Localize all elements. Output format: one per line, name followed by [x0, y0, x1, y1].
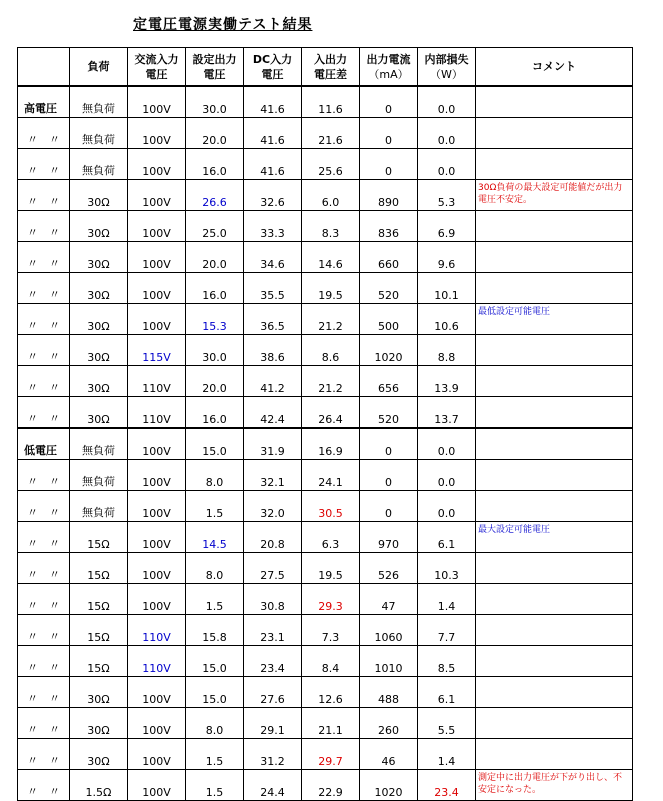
- cell-internal-loss: 13.9: [418, 366, 476, 397]
- cell-voltage-diff: 16.9: [302, 428, 360, 460]
- cell-group: 〃 〃: [18, 646, 70, 677]
- cell-voltage-diff: 21.2: [302, 366, 360, 397]
- cell-output-current: 1020: [360, 335, 418, 366]
- cell-internal-loss: 6.1: [418, 522, 476, 553]
- cell-internal-loss: 23.4: [418, 770, 476, 801]
- cell-voltage-diff: 21.2: [302, 304, 360, 335]
- cell-load: 無負荷: [70, 118, 128, 149]
- header-dc-voltage: DC入力 電圧: [244, 48, 302, 87]
- cell-load: 30Ω: [70, 739, 128, 770]
- cell-internal-loss: 9.6: [418, 242, 476, 273]
- cell-output-current: 520: [360, 397, 418, 429]
- cell-ac-voltage: 100V: [128, 708, 186, 739]
- cell-set-voltage: 16.0: [186, 149, 244, 180]
- cell-ac-voltage: 100V: [128, 180, 186, 211]
- cell-internal-loss: 8.8: [418, 335, 476, 366]
- table-row: [18, 553, 633, 584]
- cell-voltage-diff: 26.4: [302, 397, 360, 429]
- table-row: [18, 335, 633, 366]
- cell-dc-voltage: 23.1: [244, 615, 302, 646]
- header-row: [18, 48, 633, 87]
- cell-internal-loss: 5.5: [418, 708, 476, 739]
- cell-dc-voltage: 32.1: [244, 460, 302, 491]
- cell-ac-voltage: 100V: [128, 522, 186, 553]
- cell-voltage-diff: 8.6: [302, 335, 360, 366]
- cell-voltage-diff: 24.1: [302, 460, 360, 491]
- cell-voltage-diff: 12.6: [302, 677, 360, 708]
- table-row: [18, 584, 633, 615]
- cell-group: 〃 〃: [18, 770, 70, 801]
- cell-group: 〃 〃: [18, 615, 70, 646]
- cell-comment: [476, 491, 633, 522]
- page-title: 定電圧電源実働テスト結果: [133, 17, 313, 33]
- cell-internal-loss: 1.4: [418, 739, 476, 770]
- cell-output-current: 260: [360, 708, 418, 739]
- cell-internal-loss: 7.7: [418, 615, 476, 646]
- header-internal-loss: 内部損失 （W）: [418, 48, 476, 87]
- cell-output-current: 656: [360, 366, 418, 397]
- cell-comment: [476, 428, 633, 460]
- cell-set-voltage: 8.0: [186, 708, 244, 739]
- cell-output-current: 836: [360, 211, 418, 242]
- cell-comment: [476, 584, 633, 615]
- header-group: [18, 48, 70, 87]
- cell-ac-voltage: 110V: [128, 646, 186, 677]
- header-comment: コメント: [476, 48, 633, 87]
- cell-output-current: 47: [360, 584, 418, 615]
- cell-internal-loss: 10.1: [418, 273, 476, 304]
- cell-internal-loss: 0.0: [418, 118, 476, 149]
- cell-output-current: 0: [360, 86, 418, 118]
- cell-voltage-diff: 21.1: [302, 708, 360, 739]
- cell-ac-voltage: 100V: [128, 86, 186, 118]
- cell-comment: [476, 553, 633, 584]
- cell-internal-loss: 8.5: [418, 646, 476, 677]
- table-row: [18, 646, 633, 677]
- cell-output-current: 526: [360, 553, 418, 584]
- cell-group: 〃 〃: [18, 180, 70, 211]
- cell-group: 〃 〃: [18, 149, 70, 180]
- cell-set-voltage: 1.5: [186, 584, 244, 615]
- cell-voltage-diff: 11.6: [302, 86, 360, 118]
- cell-comment: [476, 646, 633, 677]
- table-row: [18, 211, 633, 242]
- cell-group: 〃 〃: [18, 273, 70, 304]
- cell-output-current: 0: [360, 118, 418, 149]
- cell-ac-voltage: 110V: [128, 366, 186, 397]
- cell-dc-voltage: 31.2: [244, 739, 302, 770]
- header-voltage-diff: 入出力 電圧差: [302, 48, 360, 87]
- cell-output-current: 520: [360, 273, 418, 304]
- cell-comment: [476, 118, 633, 149]
- cell-internal-loss: 6.1: [418, 677, 476, 708]
- cell-load: 無負荷: [70, 491, 128, 522]
- cell-load: 30Ω: [70, 304, 128, 335]
- cell-load: 30Ω: [70, 242, 128, 273]
- cell-voltage-diff: 19.5: [302, 553, 360, 584]
- cell-ac-voltage: 100V: [128, 118, 186, 149]
- cell-output-current: 970: [360, 522, 418, 553]
- cell-group: 〃 〃: [18, 739, 70, 770]
- cell-comment: [476, 397, 633, 429]
- header-output-current: 出力電流 （mA）: [360, 48, 418, 87]
- cell-load: 30Ω: [70, 397, 128, 429]
- cell-dc-voltage: 35.5: [244, 273, 302, 304]
- cell-set-voltage: 8.0: [186, 553, 244, 584]
- cell-comment: [476, 677, 633, 708]
- cell-load: 無負荷: [70, 149, 128, 180]
- cell-internal-loss: 10.6: [418, 304, 476, 335]
- cell-set-voltage: 30.0: [186, 86, 244, 118]
- cell-output-current: 46: [360, 739, 418, 770]
- cell-voltage-diff: 29.7: [302, 739, 360, 770]
- cell-load: 30Ω: [70, 366, 128, 397]
- cell-load: 15Ω: [70, 522, 128, 553]
- cell-ac-voltage: 100V: [128, 273, 186, 304]
- cell-voltage-diff: 7.3: [302, 615, 360, 646]
- cell-internal-loss: 0.0: [418, 149, 476, 180]
- cell-set-voltage: 20.0: [186, 242, 244, 273]
- cell-output-current: 660: [360, 242, 418, 273]
- table-row: [18, 242, 633, 273]
- cell-group: 〃 〃: [18, 708, 70, 739]
- results-table: [17, 47, 633, 801]
- cell-dc-voltage: 24.4: [244, 770, 302, 801]
- cell-comment: 最低設定可能電圧: [476, 304, 633, 335]
- cell-comment: [476, 366, 633, 397]
- cell-load: 30Ω: [70, 677, 128, 708]
- cell-comment: [476, 335, 633, 366]
- cell-comment: [476, 708, 633, 739]
- cell-group: 〃 〃: [18, 522, 70, 553]
- table-row: [18, 491, 633, 522]
- cell-comment: [476, 739, 633, 770]
- cell-group: 〃 〃: [18, 211, 70, 242]
- cell-comment: [476, 149, 633, 180]
- cell-dc-voltage: 32.0: [244, 491, 302, 522]
- cell-dc-voltage: 41.6: [244, 86, 302, 118]
- cell-group: 〃 〃: [18, 553, 70, 584]
- cell-voltage-diff: 25.6: [302, 149, 360, 180]
- cell-dc-voltage: 34.6: [244, 242, 302, 273]
- cell-set-voltage: 20.0: [186, 366, 244, 397]
- cell-set-voltage: 15.3: [186, 304, 244, 335]
- cell-dc-voltage: 29.1: [244, 708, 302, 739]
- cell-group: 〃 〃: [18, 118, 70, 149]
- cell-dc-voltage: 27.5: [244, 553, 302, 584]
- cell-group: 〃 〃: [18, 397, 70, 429]
- cell-load: 30Ω: [70, 273, 128, 304]
- cell-voltage-diff: 21.6: [302, 118, 360, 149]
- cell-comment: [476, 211, 633, 242]
- cell-dc-voltage: 23.4: [244, 646, 302, 677]
- header-load: 負荷: [70, 48, 128, 87]
- cell-set-voltage: 15.0: [186, 677, 244, 708]
- cell-comment: [476, 273, 633, 304]
- cell-output-current: 500: [360, 304, 418, 335]
- cell-dc-voltage: 33.3: [244, 211, 302, 242]
- cell-dc-voltage: 32.6: [244, 180, 302, 211]
- cell-voltage-diff: 6.0: [302, 180, 360, 211]
- cell-set-voltage: 1.5: [186, 491, 244, 522]
- table-row: [18, 428, 633, 460]
- cell-load: 1.5Ω: [70, 770, 128, 801]
- cell-ac-voltage: 100V: [128, 242, 186, 273]
- cell-internal-loss: 0.0: [418, 428, 476, 460]
- table-row: [18, 615, 633, 646]
- cell-set-voltage: 25.0: [186, 211, 244, 242]
- cell-voltage-diff: 29.3: [302, 584, 360, 615]
- table-row: [18, 149, 633, 180]
- cell-comment: [476, 86, 633, 118]
- cell-internal-loss: 13.7: [418, 397, 476, 429]
- cell-set-voltage: 8.0: [186, 460, 244, 491]
- cell-voltage-diff: 8.4: [302, 646, 360, 677]
- cell-ac-voltage: 115V: [128, 335, 186, 366]
- cell-group: 〃 〃: [18, 677, 70, 708]
- cell-set-voltage: 30.0: [186, 335, 244, 366]
- table-row: [18, 460, 633, 491]
- cell-dc-voltage: 36.5: [244, 304, 302, 335]
- cell-dc-voltage: 31.9: [244, 428, 302, 460]
- cell-ac-voltage: 100V: [128, 428, 186, 460]
- cell-internal-loss: 5.3: [418, 180, 476, 211]
- cell-dc-voltage: 41.2: [244, 366, 302, 397]
- cell-ac-voltage: 100V: [128, 304, 186, 335]
- cell-ac-voltage: 100V: [128, 677, 186, 708]
- cell-load: 15Ω: [70, 646, 128, 677]
- cell-comment: 30Ω負荷の最大設定可能値だが出力電圧不安定。: [476, 180, 633, 211]
- cell-group: 〃 〃: [18, 460, 70, 491]
- cell-internal-loss: 0.0: [418, 460, 476, 491]
- cell-output-current: 488: [360, 677, 418, 708]
- cell-output-current: 890: [360, 180, 418, 211]
- cell-voltage-diff: 19.5: [302, 273, 360, 304]
- cell-output-current: 0: [360, 428, 418, 460]
- cell-ac-voltage: 100V: [128, 491, 186, 522]
- cell-set-voltage: 15.8: [186, 615, 244, 646]
- table-row: [18, 273, 633, 304]
- cell-group: 〃 〃: [18, 491, 70, 522]
- table-row: [18, 708, 633, 739]
- cell-set-voltage: 16.0: [186, 397, 244, 429]
- cell-set-voltage: 1.5: [186, 739, 244, 770]
- cell-load: 30Ω: [70, 335, 128, 366]
- cell-voltage-diff: 6.3: [302, 522, 360, 553]
- cell-ac-voltage: 100V: [128, 584, 186, 615]
- cell-internal-loss: 0.0: [418, 491, 476, 522]
- cell-ac-voltage: 100V: [128, 211, 186, 242]
- cell-output-current: 0: [360, 149, 418, 180]
- cell-ac-voltage: 110V: [128, 615, 186, 646]
- table-row: [18, 522, 633, 553]
- cell-comment: [476, 242, 633, 273]
- table-row: [18, 677, 633, 708]
- cell-group: 〃 〃: [18, 584, 70, 615]
- cell-dc-voltage: 42.4: [244, 397, 302, 429]
- cell-output-current: 1010: [360, 646, 418, 677]
- header-ac-voltage: 交流入力 電圧: [128, 48, 186, 87]
- cell-comment: 最大設定可能電圧: [476, 522, 633, 553]
- cell-set-voltage: 1.5: [186, 770, 244, 801]
- cell-internal-loss: 10.3: [418, 553, 476, 584]
- cell-dc-voltage: 41.6: [244, 149, 302, 180]
- cell-group: 高電圧: [18, 86, 70, 118]
- cell-dc-voltage: 20.8: [244, 522, 302, 553]
- cell-set-voltage: 20.0: [186, 118, 244, 149]
- cell-voltage-diff: 30.5: [302, 491, 360, 522]
- cell-load: 15Ω: [70, 615, 128, 646]
- table-row: [18, 366, 633, 397]
- cell-group: 〃 〃: [18, 242, 70, 273]
- cell-ac-voltage: 100V: [128, 553, 186, 584]
- cell-output-current: 1020: [360, 770, 418, 801]
- cell-ac-voltage: 110V: [128, 397, 186, 429]
- cell-internal-loss: 0.0: [418, 86, 476, 118]
- cell-dc-voltage: 30.8: [244, 584, 302, 615]
- cell-comment: [476, 460, 633, 491]
- cell-output-current: 0: [360, 460, 418, 491]
- cell-voltage-diff: 22.9: [302, 770, 360, 801]
- cell-comment: 測定中に出力電圧が下がり出し、不安定になった。: [476, 770, 633, 801]
- cell-dc-voltage: 41.6: [244, 118, 302, 149]
- cell-output-current: 0: [360, 491, 418, 522]
- cell-load: 30Ω: [70, 211, 128, 242]
- cell-dc-voltage: 38.6: [244, 335, 302, 366]
- table-row: [18, 304, 633, 335]
- cell-voltage-diff: 14.6: [302, 242, 360, 273]
- cell-load: 15Ω: [70, 584, 128, 615]
- table-row: [18, 180, 633, 211]
- cell-voltage-diff: 8.3: [302, 211, 360, 242]
- cell-ac-voltage: 100V: [128, 460, 186, 491]
- cell-ac-voltage: 100V: [128, 739, 186, 770]
- cell-dc-voltage: 27.6: [244, 677, 302, 708]
- cell-output-current: 1060: [360, 615, 418, 646]
- table-row: [18, 770, 633, 801]
- cell-load: 15Ω: [70, 553, 128, 584]
- cell-comment: [476, 615, 633, 646]
- cell-load: 30Ω: [70, 180, 128, 211]
- cell-ac-voltage: 100V: [128, 149, 186, 180]
- cell-load: 無負荷: [70, 86, 128, 118]
- cell-group: 〃 〃: [18, 335, 70, 366]
- table-row: [18, 397, 633, 429]
- table-row: [18, 739, 633, 770]
- cell-set-voltage: 15.0: [186, 646, 244, 677]
- cell-internal-loss: 6.9: [418, 211, 476, 242]
- cell-set-voltage: 26.6: [186, 180, 244, 211]
- cell-group: 〃 〃: [18, 304, 70, 335]
- cell-group: 〃 〃: [18, 366, 70, 397]
- cell-load: 30Ω: [70, 708, 128, 739]
- table-row: [18, 118, 633, 149]
- cell-set-voltage: 16.0: [186, 273, 244, 304]
- header-set-voltage: 設定出力 電圧: [186, 48, 244, 87]
- table-row: [18, 86, 633, 118]
- cell-group: 低電圧: [18, 428, 70, 460]
- cell-set-voltage: 15.0: [186, 428, 244, 460]
- cell-set-voltage: 14.5: [186, 522, 244, 553]
- cell-internal-loss: 1.4: [418, 584, 476, 615]
- cell-load: 無負荷: [70, 428, 128, 460]
- cell-ac-voltage: 100V: [128, 770, 186, 801]
- cell-load: 無負荷: [70, 460, 128, 491]
